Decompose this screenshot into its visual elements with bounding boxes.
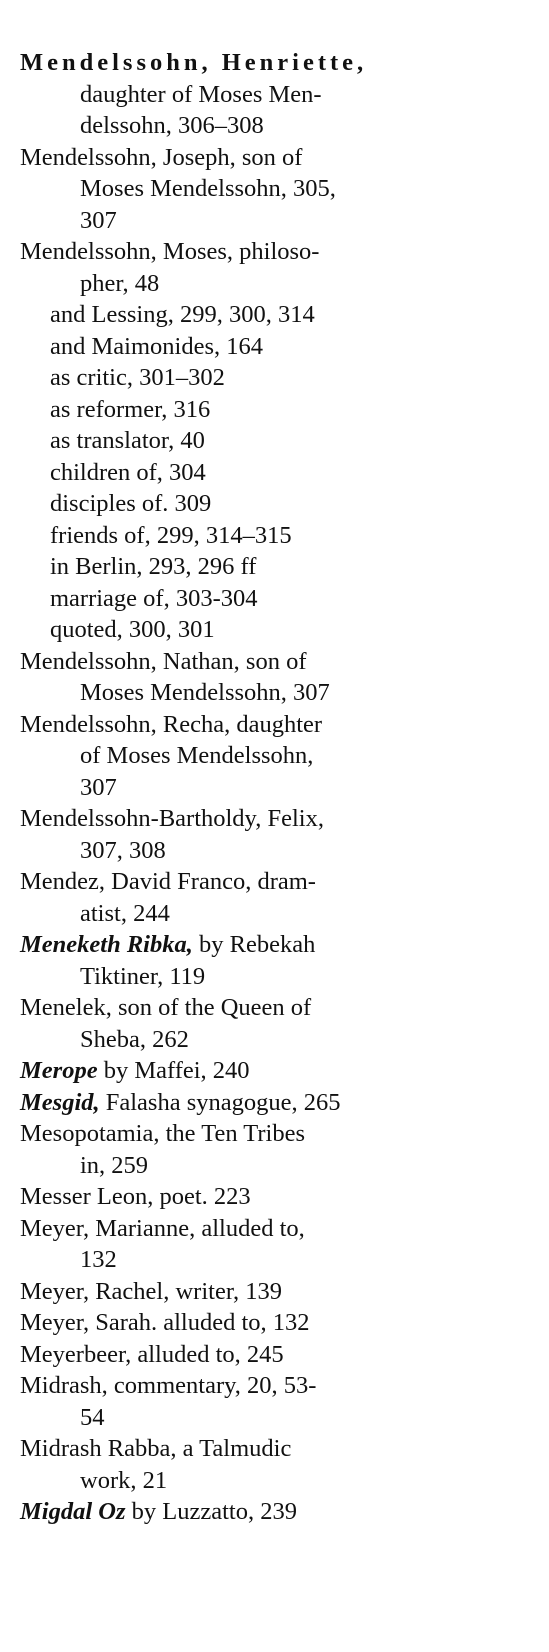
index-entry-text: pher, 48 [80, 269, 160, 297]
index-entry-text: Mendelssohn, Henriette, [20, 49, 368, 76]
index-entry [20, 1339, 515, 1371]
index-entry-continuation [20, 898, 515, 930]
index-entry-text: Moses Mendelssohn, 305, [80, 175, 336, 202]
index-entry-continuation [20, 583, 515, 615]
index-entry-continuation [20, 1465, 515, 1497]
index-entry-text: by Maffei, 240 [97, 1057, 250, 1084]
index-entry-italic-title: Meneketh Ribka, [20, 931, 193, 958]
index-entry-text: Meyer, Marianne, alluded to, [20, 1214, 305, 1242]
index-entry [20, 1181, 515, 1213]
index-entry [20, 1433, 515, 1465]
index-entry-text: 307 [80, 773, 117, 801]
index-entry-continuation [20, 362, 515, 394]
index-entry-text: Tiktiner, 119 [80, 962, 206, 990]
index-entry [20, 1055, 515, 1087]
index-entry-continuation [20, 488, 515, 520]
index-entry [20, 992, 515, 1024]
index-entry-continuation [20, 1402, 515, 1434]
index-entry-text: Mendelssohn, Nathan, son of [20, 647, 307, 675]
index-entry-text: Sheba, 262 [80, 1025, 189, 1053]
index-entry [20, 1213, 515, 1245]
index-entry-text: and Maimonides, 164 [50, 332, 263, 360]
index-entry [20, 646, 515, 678]
index-entry [20, 236, 515, 268]
index-entry-text: by Luzzatto, 239 [125, 1498, 297, 1525]
index-entry-text: marriage of, 303-304 [50, 584, 258, 612]
index-entry-text: by Rebekah [192, 931, 316, 958]
index-entry-text: Meyer, Rachel, writer, 139 [20, 1277, 282, 1305]
index-entry-italic-title: Migdal Oz [20, 1498, 126, 1525]
index-entry-text: Meyer, Sarah. alluded to, 132 [20, 1309, 310, 1336]
index-entry-continuation [20, 331, 515, 363]
index-entry [20, 929, 515, 961]
index-entry [20, 1307, 515, 1339]
index-entry-text: quoted, 300, 301 [50, 616, 215, 643]
index-entry-text: Moses Mendelssohn, 307 [80, 679, 330, 706]
index-entry-text: 307 [80, 206, 117, 234]
index-entry-text: daughter of Moses Men- [80, 80, 322, 108]
index-entry-continuation [20, 1024, 515, 1056]
index-entry-continuation [20, 961, 515, 993]
index-entry [20, 1118, 515, 1150]
index-entry-text: atist, 244 [80, 899, 170, 927]
index-entry-continuation [20, 173, 515, 205]
index-entry-continuation [20, 835, 515, 867]
index-entry [20, 1276, 515, 1308]
index-entry [20, 709, 515, 741]
index-entry-text: and Lessing, 299, 300, 314 [50, 301, 315, 328]
index-entry-text: Falasha synagogue, 265 [99, 1088, 341, 1116]
index-entry-continuation [20, 677, 515, 709]
index-entry-continuation [20, 268, 515, 300]
index-entry-continuation [20, 614, 515, 646]
index-entry-text: children of, 304 [50, 458, 206, 486]
index-entry-continuation [20, 299, 515, 331]
index-entry-text: as critic, 301–302 [50, 364, 225, 391]
index-entry-text: delssohn, 306–308 [80, 112, 264, 139]
index-entry-text: as translator, 40 [50, 427, 205, 454]
index-entry-italic-title: Mesgid, [20, 1088, 100, 1116]
index-entry [20, 142, 515, 174]
index-entry-text: Mendez, David Franco, dram- [20, 868, 316, 895]
index-entry-text: disciples of. 309 [50, 490, 212, 517]
index-entry-text: Mesopotamia, the Ten Tribes [20, 1120, 306, 1147]
index-entry-text: 132 [80, 1246, 117, 1273]
index-entry-text: Mendelssohn, Moses, philoso- [20, 238, 320, 265]
index-entry [20, 47, 515, 79]
index-entry-text: as reformer, 316 [50, 395, 211, 423]
index-entry-text: Midrash Rabba, a Talmudic [20, 1435, 292, 1462]
index-entry-continuation [20, 205, 515, 237]
index-entry [20, 1370, 515, 1402]
index-entry-continuation [20, 425, 515, 457]
index-entry-text: Mendelssohn-Bartholdy, Felix, [20, 805, 324, 832]
index-entry-continuation [20, 110, 515, 142]
index-entry-text: in, 259 [80, 1151, 149, 1179]
index-entry-text: Messer Leon, poet. 223 [20, 1183, 251, 1210]
index-entry-text: work, 21 [80, 1466, 168, 1494]
index-page [20, 47, 515, 1528]
index-entry-continuation [20, 394, 515, 426]
index-entry-text: friends of, 299, 314–315 [50, 521, 292, 549]
index-entry-continuation [20, 551, 515, 583]
index-entry-italic-title: Merope [20, 1057, 98, 1084]
index-entry-text: Menelek, son of the Queen of [20, 994, 312, 1021]
index-entry-continuation [20, 79, 515, 111]
index-entry-text: Midrash, commentary, 20, 53- [20, 1372, 317, 1399]
index-entry [20, 1496, 515, 1528]
index-entry-continuation [20, 457, 515, 489]
index-entry-text: Meyerbeer, alluded to, 245 [20, 1340, 284, 1368]
index-entry-continuation [20, 1244, 515, 1276]
index-entry [20, 1087, 515, 1119]
index-entry [20, 803, 515, 835]
index-entry-continuation [20, 520, 515, 552]
index-entry-text: Mendelssohn, Joseph, son of [20, 143, 303, 171]
index-entry-continuation [20, 1150, 515, 1182]
index-entry [20, 866, 515, 898]
index-entry-continuation [20, 740, 515, 772]
index-entry-continuation [20, 772, 515, 804]
index-entry-text: of Moses Mendelssohn, [80, 742, 314, 769]
index-entry-text: Mendelssohn, Recha, daughter [20, 710, 323, 738]
index-entry-text: in Berlin, 293, 296 ff [50, 553, 257, 580]
index-entry-text: 307, 308 [80, 836, 166, 864]
index-entry-text: 54 [80, 1403, 105, 1431]
